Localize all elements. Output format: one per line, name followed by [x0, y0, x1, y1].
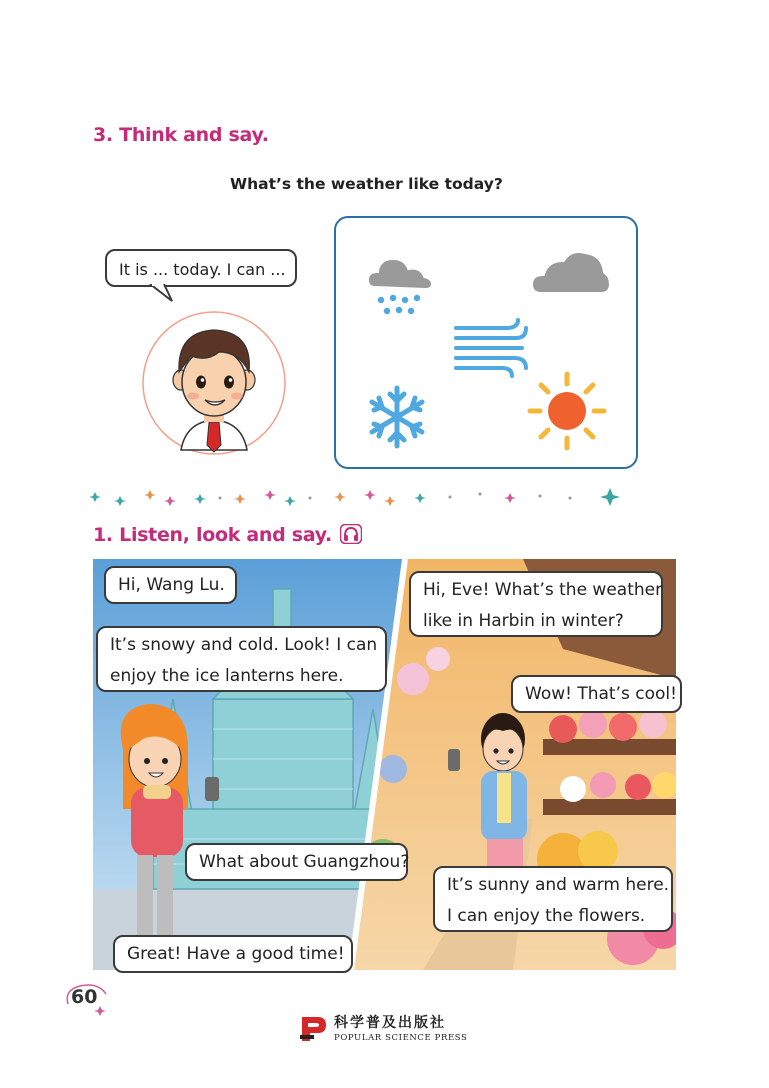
cloud-icon — [527, 242, 613, 302]
weather-icon-panel — [334, 216, 638, 469]
bubble-text-line-2: I can enjoy the flowers. — [447, 906, 646, 926]
bubble-text-line-1: It’s snowy and cold. Look! I can — [110, 635, 378, 655]
section-heading-listen — [93, 524, 362, 546]
publisher-name-en: POPULAR SCIENCE PRESS — [334, 1033, 468, 1043]
section-heading-listen-text: 1. Listen, look and say. — [93, 524, 332, 546]
snow-cloud-icon — [361, 244, 439, 322]
bubble-hi-eve — [409, 571, 663, 637]
bubble-text: Great! Have a good time! — [127, 944, 345, 964]
page-number: 60 — [71, 986, 98, 1008]
snowflake-icon — [362, 382, 432, 452]
bubble-text: Hi, Wang Lu. — [118, 575, 225, 595]
bubble-text-line-1: It’s sunny and warm here. — [447, 875, 670, 895]
speech-bubble-text: It is ... today. I can ... — [119, 260, 286, 279]
boy-avatar — [141, 310, 287, 456]
bubble-text: Wow! That’s cool! — [525, 684, 677, 704]
bubble-what-about-guangzhou — [185, 843, 408, 881]
sun-icon — [526, 370, 608, 452]
bubble-hi-wang-lu — [104, 566, 237, 604]
headphones-icon[interactable] — [340, 524, 362, 544]
bubble-text-line-2: like in Harbin in winter? — [423, 611, 624, 631]
bubble-sunny-warm — [433, 866, 673, 932]
bubble-great — [113, 935, 353, 973]
bubble-text: What about Guangzhou? — [199, 852, 410, 872]
bubble-wow — [511, 675, 682, 713]
wind-icon — [446, 314, 534, 380]
sparkle-divider — [90, 484, 710, 508]
section-heading-think: 3. Think and say. — [93, 124, 269, 146]
publisher-name-cn: 科学普及出版社 — [334, 1015, 446, 1031]
bubble-snowy-cold — [96, 626, 387, 692]
publisher-logo-icon — [298, 1013, 328, 1043]
speech-bubble-boy — [105, 249, 297, 287]
weather-question: What’s the weather like today? — [230, 175, 503, 193]
bubble-text-line-2: enjoy the ice lanterns here. — [110, 666, 344, 686]
bubble-text-line-1: Hi, Eve! What’s the weather — [423, 580, 663, 600]
